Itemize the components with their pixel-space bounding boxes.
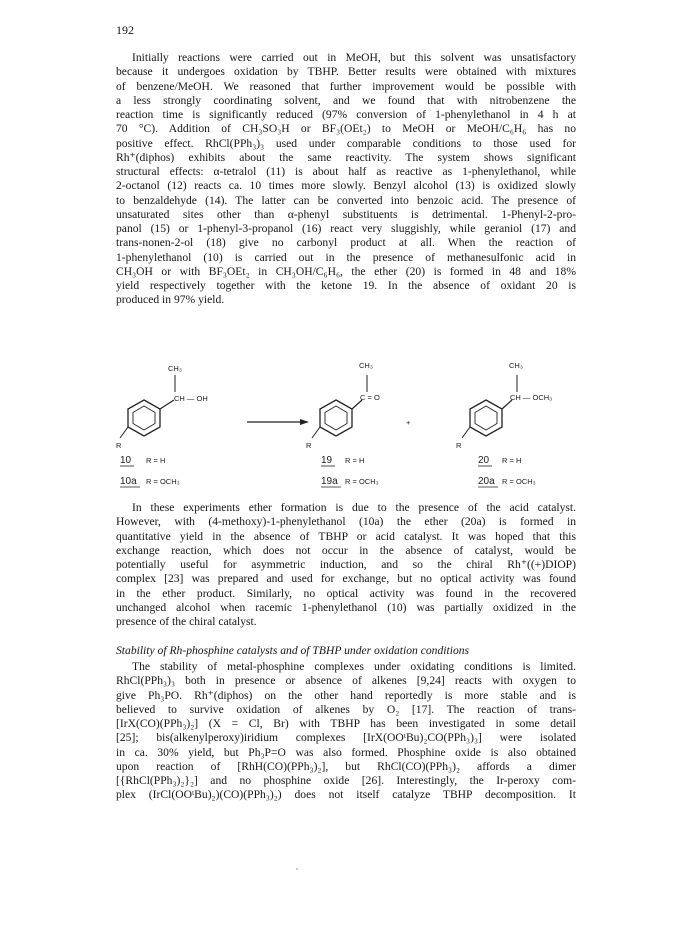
ketone-structure bbox=[306, 361, 380, 450]
text-line: give Ph₃PO. Rh⁺(diphos) on the other hand reportedly is more stable and is bbox=[116, 688, 576, 702]
text-line: 1-phenylethanol (10) is carried out in the presence of methanesulfonic acid in bbox=[116, 250, 576, 264]
bond-line bbox=[120, 427, 128, 438]
text-line: CH₃OH or with BF₃OEt₂ in CH₃OH/C₆H₆, the ether (20) is formed in 48 and 18% bbox=[116, 264, 576, 278]
text-line: plex (IrCl(OOᵗBu)₂)(CO)(PPh₃)₂) does not itself catalyze TBHP decomposition. It bbox=[116, 788, 576, 802]
compound-number: 10a bbox=[120, 476, 137, 487]
text-line: in ca. 30% yield, but Ph₃P=O was also formed. Phosphine oxide is also obtained bbox=[116, 745, 576, 759]
bond-line bbox=[462, 427, 470, 438]
ether-structure bbox=[456, 361, 552, 450]
text-line: The stability of metal-phosphine complexes under oxidating conditions is limited. bbox=[132, 660, 576, 673]
text-line: In these experiments ether formation is due to the presence of the acid catalyst. bbox=[132, 501, 576, 514]
text-line: [IrX(CO)(PPh₃)₂] (X = Cl, Br) with TBHP has been investigated in some detail bbox=[116, 717, 576, 730]
paragraph-ether-formation bbox=[116, 501, 576, 629]
text-line: Rh⁺(diphos) exhibits about the same reactivity. The system shows significant bbox=[116, 150, 576, 164]
text-line: panol (15) or 1-phenyl-3-propanol (16) react very sluggishly, while geraniol (17) and bbox=[116, 222, 576, 235]
compound-substituent: R = H bbox=[146, 456, 166, 465]
paragraph-stability bbox=[116, 660, 576, 803]
text-line: believed to survive oxidation of alkenes by O₂ [17]. The reaction of trans- bbox=[116, 702, 576, 716]
text-line: Initially reactions were carried out in MeOH, but this solvent was unsatisfactory bbox=[132, 51, 576, 64]
text-line: upon reaction of [RhH(CO)(PPh₃)₂], but RhCl(CO)(PPh₃)₂ affords a dimer bbox=[116, 759, 576, 773]
reaction-arrow-icon bbox=[247, 419, 309, 425]
benzene-inner-ring-icon bbox=[475, 406, 497, 430]
methyl-ether-label: CH — OCH₃ bbox=[510, 393, 553, 402]
text-line: to benzaldehyde (14). The latter can be converted into benzoic acid. The presence of bbox=[116, 193, 576, 207]
r-group-label: R bbox=[306, 441, 312, 450]
benzene-inner-ring-icon bbox=[325, 406, 347, 430]
text-line: quantitative yield in the absence of TBHP or acid catalyst. It was hoped that this bbox=[116, 529, 576, 543]
bond-line bbox=[312, 427, 320, 438]
text-line: [{RhCl(PPh₃)₂}₂] and no phosphine oxide [26]. Interestingly, the Ir-peroxy com- bbox=[116, 774, 576, 787]
text-line: However, with (4-methoxy)-1-phenylethanol (10a) the ether (20a) is formed in bbox=[116, 515, 576, 529]
compound-number: 20 bbox=[478, 455, 490, 466]
methyl-label: CH₃ bbox=[359, 361, 373, 370]
text-line: trans-nonen-2-ol (18) give no carbonyl product at all. When the reaction of bbox=[116, 236, 576, 250]
compound-substituent: R = OCH₃ bbox=[345, 477, 379, 486]
text-line: because it undergoes oxidation by TBHP. Better results were obtained with mixtures bbox=[116, 65, 576, 79]
compound-substituent: R = H bbox=[345, 456, 365, 465]
compound-labels bbox=[120, 455, 536, 487]
r-group-label: R bbox=[116, 441, 122, 450]
reactant-structure bbox=[116, 364, 208, 450]
compound-number: 20a bbox=[478, 476, 495, 487]
text-line: complex [23] was prepared and used for exchange, but no optical activity was found bbox=[116, 572, 576, 586]
text-line: potentially useful for asymmetric induction, and so the chiral Rh⁺((+)DIOP) bbox=[116, 558, 576, 571]
scan-artifact bbox=[296, 868, 298, 870]
text-line: a less strongly coordinating solvent, and we found that with nitrobenzene the bbox=[116, 93, 576, 107]
reaction-scheme bbox=[116, 356, 576, 496]
compound-substituent: R = H bbox=[502, 456, 522, 465]
text-line: RhCl(PPh₃)₃ both in presence or absence of alkenes [9,24] reacts with oxygen to bbox=[116, 674, 576, 688]
text-line: 2-octanol (12) reacts ca. 10 times more slowly. Benzyl alcohol (13) is oxidized slowly bbox=[116, 179, 576, 193]
text-line: 70 °C). Addition of CH₃SO₃H or BF₃(OEt₂) to MeOH or MeOH/C₆H₆ has no bbox=[116, 122, 576, 136]
compound-substituent: R = OCH₃ bbox=[502, 477, 536, 486]
methyl-label: CH₃ bbox=[168, 364, 182, 373]
methyl-label: CH₃ bbox=[509, 361, 523, 370]
text-line: presence of the chiral catalyst. bbox=[116, 615, 257, 628]
text-line: [25]; bis(alkenylperoxy)iridium complexes [IrX(OOᵗBu)₂CO(PPh₃)₃] were isolated bbox=[116, 731, 576, 745]
r-group-label: R bbox=[456, 441, 462, 450]
text-line: produced in 97% yield. bbox=[116, 293, 225, 307]
text-line: reaction time is significantly reduced (97% conversion of 1-phenylethanol in 4 h at bbox=[116, 108, 576, 121]
reaction-scheme-drawing bbox=[116, 356, 576, 496]
carbinol-label: CH — OH bbox=[174, 394, 208, 403]
text-line: positive effect. RhCl(PPh₃)₃ used under comparable conditions to those used for bbox=[116, 136, 576, 150]
paragraph-intro bbox=[116, 51, 576, 308]
text-line: structural effects: α-tetralol (11) is about half as reactive as 1-phenylethanol, while bbox=[116, 165, 576, 178]
text-line: in the ether product. Similarly, no optical activity was found in the recovered bbox=[116, 586, 576, 600]
compound-number: 19 bbox=[321, 455, 333, 466]
bond-line bbox=[160, 400, 174, 409]
carbonyl-label: C = O bbox=[360, 393, 380, 402]
compound-substituent: R = OCH₃ bbox=[146, 477, 180, 486]
text-line: of benzene/MeOH. We reasoned that further improvement would be possible with bbox=[116, 79, 576, 93]
text-line: exchange reaction, which does not occur in the absence of catalyst, would be bbox=[116, 543, 576, 557]
page-number: 192 bbox=[116, 23, 134, 37]
compound-number: 19a bbox=[321, 476, 338, 487]
section-heading: Stability of Rh-phosphine catalysts and of TBHP under oxidation conditions bbox=[116, 644, 470, 657]
text-line: unchanged alcohol when racemic 1-phenylethanol (10) was partially oxidized in the bbox=[116, 600, 576, 614]
compound-number: 10 bbox=[120, 455, 132, 466]
text-line: yield respectively together with the ketone 19. In the absence of oxidant 20 is bbox=[116, 279, 576, 292]
plus-sign: + bbox=[406, 418, 411, 427]
text-line: unsaturated sites other than α-phenyl substituents is detrimental. 1-Phenyl-2-pro- bbox=[116, 207, 576, 221]
benzene-inner-ring-icon bbox=[133, 406, 155, 430]
